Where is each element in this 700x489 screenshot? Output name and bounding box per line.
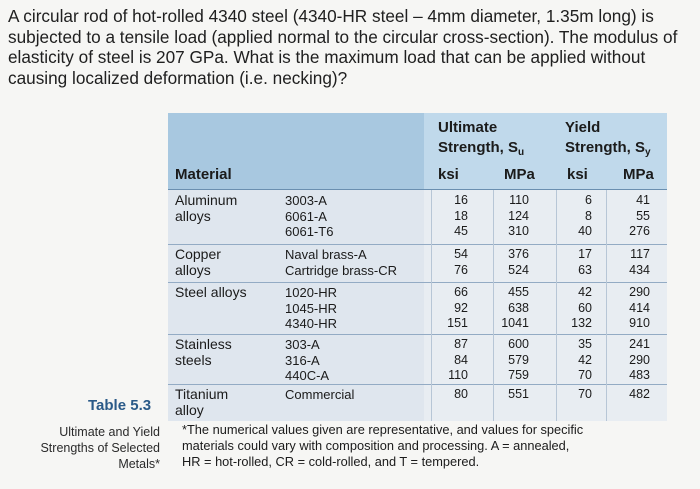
- column-divider: [606, 190, 607, 421]
- grade-designation: 440C-A: [285, 368, 330, 383]
- footnote-line: *The numerical values given are representative, and values for specific: [182, 422, 584, 437]
- su-mpa-header: MPa: [504, 166, 535, 183]
- cell-su-ksi: 76: [454, 262, 468, 277]
- material-name: Titanium: [175, 386, 229, 402]
- material-name: alloys: [175, 261, 211, 278]
- cell-su-ksi: 87: [454, 337, 468, 351]
- material-name: Aluminum: [175, 192, 238, 208]
- yield-header-sub: y: [645, 147, 651, 158]
- cell-sy-mpa: 414: [629, 300, 650, 315]
- grade-designation: 4340-HR: [285, 316, 338, 331]
- cell-su-ksi: 18: [454, 208, 468, 223]
- group-divider: [168, 282, 667, 283]
- cell-sy-mpa: 483: [629, 368, 650, 382]
- sy-mpa-header: MPa: [623, 166, 654, 183]
- cell-su-mpa: 455: [508, 285, 529, 299]
- cell-sy-ksi: 63: [578, 262, 592, 277]
- cell-su-ksi: 92: [454, 300, 468, 315]
- grade-designation: 3003-A: [285, 193, 327, 208]
- cell-sy-ksi: 60: [578, 300, 592, 315]
- table-footnote: [182, 422, 652, 470]
- cell-sy-ksi: 35: [578, 337, 592, 351]
- material-name: Copper: [175, 246, 221, 262]
- grade-designation: 316-A: [285, 352, 320, 368]
- material-name: steels: [175, 351, 212, 368]
- group-divider: [168, 334, 667, 335]
- cell-su-mpa: 376: [508, 247, 529, 261]
- cell-sy-mpa: 41: [636, 193, 650, 207]
- material-header: Material: [175, 166, 232, 183]
- grade-designation: Cartridge brass-CR: [285, 262, 397, 278]
- yield-header-text: Strength, S: [565, 139, 646, 156]
- cell-sy-mpa: 55: [636, 208, 650, 223]
- grade-designation: 1045-HR: [285, 300, 338, 316]
- cell-sy-ksi: 70: [578, 368, 592, 382]
- grade-designation: Naval brass-A: [285, 247, 367, 262]
- cell-su-mpa: 579: [508, 352, 529, 367]
- ultimate-header-line1: Ultimate: [438, 119, 498, 136]
- ultimate-header-line2: [438, 139, 524, 158]
- cell-sy-mpa: 482: [629, 387, 650, 401]
- cell-sy-mpa: 290: [629, 352, 650, 367]
- cell-su-mpa: 124: [508, 208, 529, 223]
- grade-designation: 6061-A: [285, 208, 327, 224]
- cell-sy-ksi: 70: [578, 387, 592, 401]
- ultimate-header-text: Strength, S: [438, 139, 519, 156]
- strength-table: [168, 113, 667, 421]
- cell-sy-ksi: 6: [585, 193, 592, 207]
- grade-designation: 1020-HR: [285, 285, 338, 300]
- column-divider: [493, 190, 494, 421]
- cell-sy-mpa: 910: [629, 316, 650, 330]
- cell-sy-mpa: 434: [629, 262, 650, 277]
- cell-sy-mpa: 241: [629, 337, 650, 351]
- cell-su-mpa: 600: [508, 337, 529, 351]
- grade-designation: 303-A: [285, 337, 320, 352]
- cell-sy-mpa: 117: [630, 247, 650, 261]
- table-caption-subtitle: [20, 424, 160, 472]
- caption-line: Ultimate and Yield: [59, 425, 160, 439]
- caption-line: Metals*: [118, 457, 160, 471]
- footnote-line: HR = hot-rolled, CR = cold-rolled, and T = tempered.: [182, 454, 480, 469]
- cell-su-ksi: 54: [454, 247, 468, 261]
- group-divider: [168, 244, 667, 245]
- cell-sy-ksi: 40: [578, 224, 592, 238]
- cell-su-ksi: 151: [447, 316, 468, 330]
- yield-header-line2: [565, 139, 651, 158]
- grade-designation: 6061-T6: [285, 224, 334, 239]
- su-ksi-header: ksi: [438, 166, 459, 183]
- cell-su-mpa: 310: [508, 224, 529, 238]
- cell-su-mpa: 110: [509, 193, 529, 207]
- cell-su-ksi: 110: [448, 368, 468, 382]
- column-divider: [556, 190, 557, 421]
- cell-sy-ksi: 132: [571, 316, 592, 330]
- ultimate-header-sub: u: [518, 147, 525, 158]
- cell-su-ksi: 66: [454, 285, 468, 299]
- cell-su-ksi: 80: [454, 387, 468, 401]
- cell-su-mpa: 551: [508, 387, 529, 401]
- sy-ksi-header: ksi: [567, 166, 588, 183]
- cell-sy-ksi: 17: [578, 247, 592, 261]
- cell-sy-ksi: 8: [585, 208, 592, 223]
- group-divider: [168, 384, 667, 385]
- cell-su-mpa: 759: [508, 368, 529, 382]
- caption-line: Strengths of Selected: [40, 441, 160, 455]
- cell-su-mpa: 638: [508, 300, 529, 315]
- material-name: alloys: [175, 207, 211, 224]
- material-name: alloy: [175, 401, 204, 418]
- cell-sy-mpa: 276: [629, 224, 650, 238]
- cell-sy-mpa: 290: [629, 285, 650, 299]
- question-text: A circular rod of hot-rolled 4340 steel (4340-HR steel – 4mm diameter, 1.35m long) is subjected to a tensile load (applied normal to the circular cross-section). The modulus of elasticity of steel is 207 GPa. What is the maximum load that can be applied without causing localized deformation (i.e. necking)?: [8, 6, 678, 88]
- yield-header-line1: Yield: [565, 119, 601, 136]
- footnote-line: materials could vary with composition and processing. A = annealed,: [182, 438, 570, 453]
- table-caption-title: Table 5.3: [88, 397, 152, 414]
- material-name: Stainless: [175, 336, 232, 352]
- grade-designation: Commercial: [285, 387, 355, 402]
- cell-sy-ksi: 42: [578, 352, 592, 367]
- cell-sy-ksi: 42: [578, 285, 592, 299]
- cell-su-ksi: 45: [454, 224, 468, 238]
- cell-su-mpa: 524: [508, 262, 529, 277]
- cell-su-mpa: 1041: [501, 316, 529, 330]
- cell-su-ksi: 84: [454, 352, 468, 367]
- column-divider: [431, 190, 432, 421]
- material-name: Steel alloys: [175, 284, 247, 300]
- cell-su-ksi: 16: [454, 193, 468, 207]
